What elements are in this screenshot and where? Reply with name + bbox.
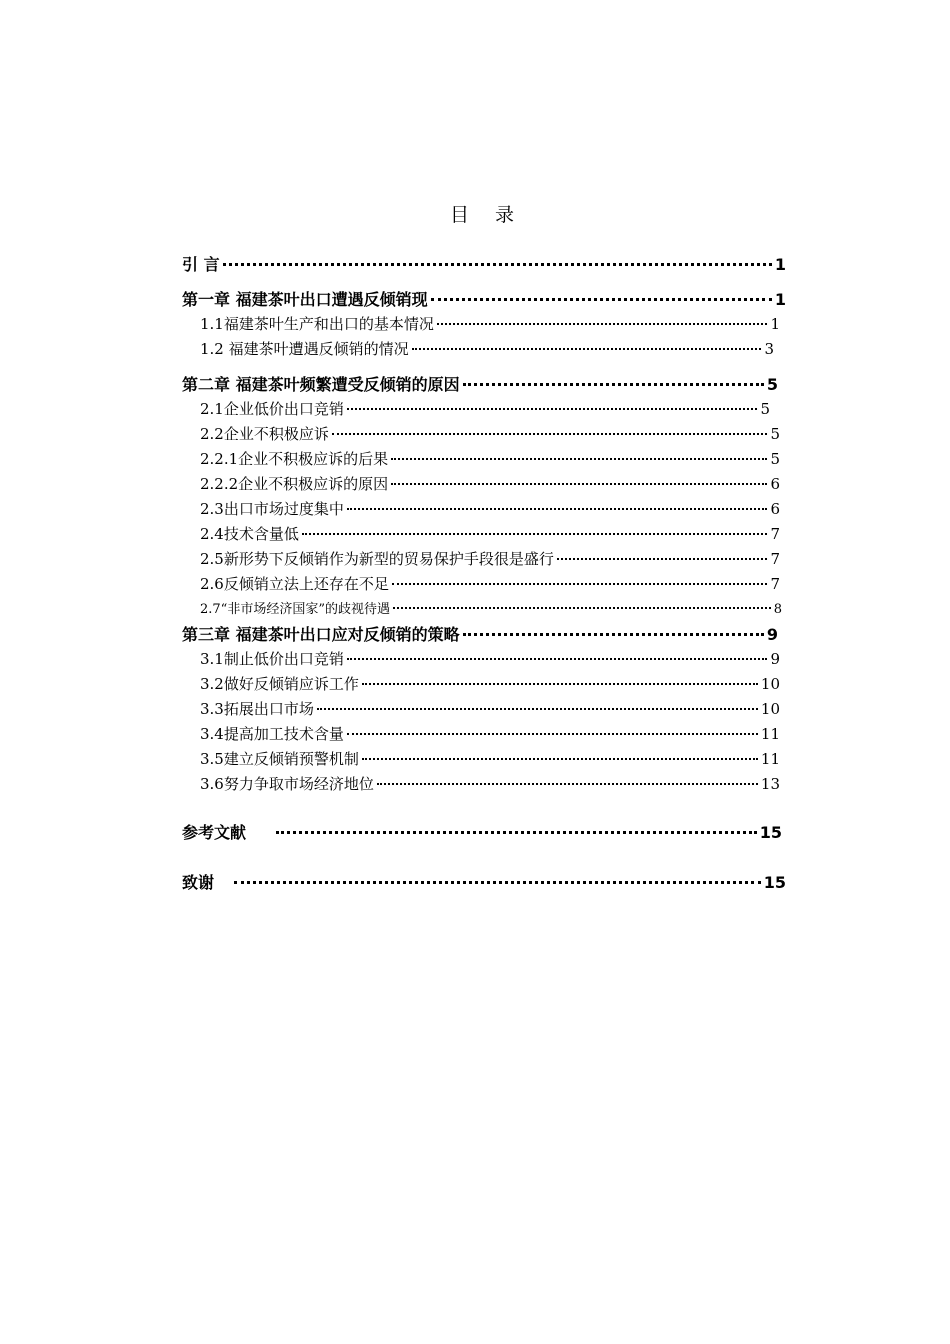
toc-label: 第一章 福建茶叶出口遭遇反倾销现 [182, 290, 428, 309]
toc-page-number: 11 [760, 750, 780, 768]
toc-entry-3-6[interactable] [182, 772, 780, 797]
dot-leader [332, 433, 768, 435]
toc-label: 3.6努力争取市场经济地位 [200, 775, 374, 793]
toc-page-number: 15 [759, 823, 782, 842]
toc-entry-2-7[interactable] [182, 597, 782, 622]
dot-leader [431, 298, 772, 301]
toc-label: 3.2做好反倾销应诉工作 [200, 675, 359, 693]
toc-page-number: 5 [766, 375, 778, 394]
toc-entry-2-2-1[interactable] [182, 447, 780, 472]
dot-leader [412, 348, 762, 350]
dot-leader [392, 583, 768, 585]
toc-entry-2-4[interactable] [182, 522, 780, 547]
toc-page-number: 5 [770, 425, 780, 443]
dot-leader [302, 533, 768, 535]
toc-entry-2-2[interactable] [182, 422, 780, 447]
dot-leader [276, 831, 757, 834]
dot-leader [234, 881, 761, 884]
toc-page-number: 11 [760, 725, 780, 743]
toc-entry-chapter-1[interactable] [182, 287, 786, 312]
dot-leader [463, 633, 764, 636]
toc-label: 2.1企业低价出口竞销 [200, 400, 344, 418]
toc-entry-chapter-3[interactable] [182, 622, 778, 647]
dot-leader [347, 733, 758, 735]
toc-label: 致谢 [182, 873, 215, 892]
toc-entry-chapter-2[interactable] [182, 372, 778, 397]
toc-page-number: 9 [766, 625, 778, 644]
toc-entry-3-2[interactable] [182, 672, 780, 697]
toc-entry-2-6[interactable] [182, 572, 780, 597]
toc-label: 1.1福建茶叶生产和出口的基本情况 [200, 315, 434, 333]
toc-page-number: 10 [760, 675, 780, 693]
toc-entry-references[interactable] [182, 820, 782, 845]
toc-page-number: 7 [770, 525, 780, 543]
toc-label: 2.2.1企业不积极应诉的后果 [200, 450, 389, 468]
dot-leader [391, 483, 767, 485]
toc-label: 2.3出口市场过度集中 [200, 500, 344, 518]
toc-page-number: 5 [760, 400, 770, 418]
toc-label: 第二章 福建茶叶频繁遭受反倾销的原因 [182, 375, 460, 394]
toc-entry-acknowledgements[interactable] [182, 870, 786, 895]
toc-page-number: 10 [760, 700, 780, 718]
dot-leader [347, 408, 758, 410]
toc-label: 2.7“非市场经济国家”的歧视待遇 [200, 602, 390, 617]
toc-page-number: 7 [770, 550, 780, 568]
dot-leader [362, 683, 758, 685]
toc-page-number: 3 [764, 340, 774, 358]
dot-leader [557, 558, 768, 560]
toc-label: 3.3拓展出口市场 [200, 700, 314, 718]
dot-leader [393, 607, 771, 609]
toc-page-number: 6 [770, 475, 780, 493]
toc-entry-1-2[interactable] [182, 337, 774, 362]
dot-leader [362, 758, 758, 760]
dot-leader [347, 508, 768, 510]
toc-label: 2.5新形势下反倾销作为新型的贸易保护手段很是盛行 [200, 550, 554, 568]
toc-entry-1-1[interactable] [182, 312, 780, 337]
toc-page-number: 1 [770, 315, 780, 333]
toc-label: 3.1制止低价出口竞销 [200, 650, 344, 668]
toc-entry-3-5[interactable] [182, 747, 780, 772]
toc-label: 参考文献 [182, 823, 247, 842]
dot-leader [391, 458, 767, 460]
toc-entry-intro[interactable] [182, 252, 786, 277]
toc-page-number: 8 [773, 602, 782, 617]
toc-label: 3.5建立反倾销预警机制 [200, 750, 359, 768]
toc-label: 2.2企业不积极应诉 [200, 425, 329, 443]
toc-page-number: 6 [770, 500, 780, 518]
toc-label: 引 言 [182, 255, 220, 274]
dot-leader [347, 658, 768, 660]
toc-label: 1.2 福建茶叶遭遇反倾销的情况 [200, 340, 409, 358]
toc-page-number: 7 [770, 575, 780, 593]
toc-entry-3-1[interactable] [182, 647, 780, 672]
toc-entry-3-4[interactable] [182, 722, 780, 747]
toc-page-number: 15 [763, 873, 786, 892]
toc-page-number: 1 [774, 255, 786, 274]
toc-page-number: 13 [760, 775, 780, 793]
dot-leader [223, 263, 772, 266]
toc-entry-3-3[interactable] [182, 697, 780, 722]
toc-page-number: 9 [770, 650, 780, 668]
toc-entry-2-5[interactable] [182, 547, 780, 572]
toc-label: 3.4提高加工技术含量 [200, 725, 344, 743]
toc-entry-2-1[interactable] [182, 397, 770, 422]
toc-label: 第三章 福建茶叶出口应对反倾销的策略 [182, 625, 460, 644]
dot-leader [317, 708, 758, 710]
toc-page-number: 1 [774, 290, 786, 309]
dot-leader [463, 383, 764, 386]
toc-entry-2-2-2[interactable] [182, 472, 780, 497]
page-title: 目录 [449, 204, 540, 226]
toc-page-number: 5 [770, 450, 780, 468]
toc-label: 2.2.2企业不积极应诉的原因 [200, 475, 389, 493]
dot-leader [377, 783, 758, 785]
toc-entry-2-3[interactable] [182, 497, 780, 522]
dot-leader [437, 323, 768, 325]
toc-label: 2.6反倾销立法上还存在不足 [200, 575, 389, 593]
toc-label: 2.4技术含量低 [200, 525, 299, 543]
